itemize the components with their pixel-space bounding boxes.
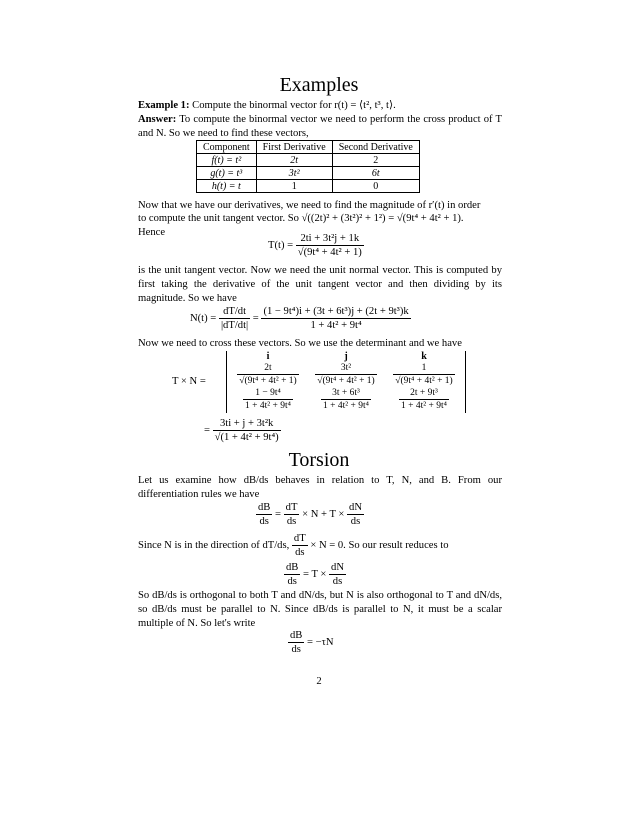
tangent-equation [268, 233, 364, 258]
para5: Let us examine how dB/ds behaves in relation to T, N, and B. From our differentiation rules we have [138, 475, 502, 500]
eq1-f2-den: ds [350, 516, 361, 527]
section-title-torsion: Torsion [288, 449, 350, 471]
para2-line1: Now that we have our derivatives, we need to find the magnitude of r′(t) in order [138, 200, 481, 211]
example-paragraph [138, 99, 502, 141]
eq3-rhs: = −τN [307, 637, 334, 648]
eq3-lhs-den: ds [291, 644, 301, 655]
para6-pre: Since N is in the direction of dT/ds, [138, 540, 290, 551]
table-cell: g(t) = t³ [197, 167, 257, 180]
det-r3-num: 2t + 9t³ [399, 388, 449, 400]
det-r2-den: √(9t⁴ + 4t² + 1) [317, 376, 375, 386]
table-row [197, 180, 420, 193]
table-row [197, 154, 420, 167]
eq2-f-num: dN [331, 562, 344, 573]
eq1-mid: × N + T × [302, 509, 345, 520]
table-cell: 2 [332, 154, 419, 167]
table-cell: 6t [332, 167, 419, 180]
det-r3-den: 1 + 4t² + 9t⁴ [323, 401, 369, 411]
table-cell: 0 [332, 180, 419, 193]
para6 [138, 533, 449, 558]
answer-label: Answer: [138, 114, 177, 125]
torsion-equation-1 [256, 502, 364, 527]
table-cell: 3t² [256, 167, 332, 180]
torsion-equation-3 [288, 630, 334, 655]
tangent-lhs: T(t) = [268, 240, 294, 251]
torsion-equation-2 [284, 562, 346, 587]
det-r2-num: 1 [393, 363, 454, 375]
det-cell [229, 388, 307, 411]
det-cell: j [344, 351, 348, 362]
para6-post: × N = 0. So our result reduces to [310, 540, 449, 551]
eq1-f1-num: dT [285, 502, 298, 513]
table-cell: 2t [256, 154, 332, 167]
normal-f2-denominator: 1 + 4t² + 9t⁴ [310, 320, 362, 331]
det-cell [385, 363, 463, 386]
eq1-lhs-num: dB [258, 502, 271, 513]
det-cell [307, 388, 385, 411]
cross-product-lhs: T × N = [172, 376, 206, 387]
section-title-examples: Examples [279, 74, 359, 96]
det-r3-num: 3t + 6t³ [321, 388, 371, 400]
table-row [197, 167, 420, 180]
det-r2-den: √(9t⁴ + 4t² + 1) [239, 376, 297, 386]
para3: is the unit tangent vector. Now we need the unit normal vector. This is computed by first taking the derivative of the unit tangent vector and then dividing by its magnitude. So we have [138, 265, 502, 304]
normal-f1-denominator: |dT/dt| [220, 320, 249, 331]
det-cell [307, 363, 385, 386]
det-r3-den: 1 + 4t² + 9t⁴ [401, 401, 447, 411]
cross-product-result [204, 418, 281, 443]
result-denominator: √(1 + 4t² + 9t⁴) [214, 432, 279, 443]
tangent-numerator: 2ti + 3t²j + 1k [296, 233, 364, 246]
table-header: First Derivative [256, 141, 332, 154]
eq1-f2-num: dN [349, 502, 362, 513]
result-equals: = [204, 425, 210, 436]
para7: So dB/ds is orthogonal to both T and dN/ds, but N is also orthogonal to T and dN/ds, so dB/ds must be parallel to N. Since dB/ds is parallel to N, it must be a scalar multiple of N. So let's write [138, 590, 502, 629]
table-header-row [197, 141, 420, 154]
para6-frac-den: ds [295, 547, 305, 558]
table-cell: 1 [256, 180, 332, 193]
derivative-table [196, 140, 420, 193]
example-label: Example 1: [138, 100, 190, 111]
eq1-f1-den: ds [286, 516, 297, 527]
table-header: Component [197, 141, 257, 154]
eq1-equals: = [275, 509, 282, 520]
det-r2-num: 3t² [315, 363, 376, 375]
eq2-mid: = T × [303, 569, 327, 580]
det-cell: k [421, 351, 427, 362]
tangent-denominator: √(9t⁴ + 4t² + 1) [297, 247, 362, 258]
example-text: Compute the binormal vector for r(t) = ⟨t², t³, t⟩. [192, 100, 396, 111]
table-cell: h(t) = t [197, 180, 257, 193]
normal-f1-numerator: dT/dt [219, 306, 250, 319]
para4: Now we need to cross these vectors. So we use the determinant and we have [138, 338, 462, 349]
tangent-fraction [296, 233, 364, 258]
eq3-lhs-num: dB [290, 630, 303, 641]
det-r2-den: √(9t⁴ + 4t² + 1) [395, 376, 453, 386]
answer-text: To compute the binormal vector we need to perform the cross product of T and N. So we need to find these vectors, [138, 114, 502, 139]
determinant-matrix [226, 351, 466, 413]
para2-line2: to compute the unit tangent vector. So √((2t)² + (3t²)² + 1²) = √(9t⁴ + 4t² + 1). [138, 213, 464, 224]
normal-equals: = [252, 313, 259, 324]
eq2-f-den: ds [332, 576, 343, 587]
para6-frac-num: dT [293, 533, 306, 544]
eq2-lhs-den: ds [287, 576, 297, 587]
normal-fraction-1 [219, 306, 250, 331]
eq2-lhs-num: dB [286, 562, 299, 573]
normal-f2-numerator: (1 − 9t⁴)i + (3t + 6t³)j + (2t + 9t³)k [263, 306, 409, 317]
table-header: Second Derivative [332, 141, 419, 154]
normal-equation [190, 306, 411, 331]
normal-fraction-2 [261, 306, 410, 331]
normal-lhs: N(t) = [190, 313, 217, 324]
para2-line3: Hence [138, 227, 166, 238]
det-cell [385, 388, 463, 411]
det-cell: i [266, 351, 270, 362]
result-numerator: 3ti + j + 3t²k [213, 418, 281, 431]
table-cell: f(t) = t² [197, 154, 257, 167]
det-cell [229, 363, 307, 386]
det-r3-den: 1 + 4t² + 9t⁴ [245, 401, 291, 411]
det-r3-num: 1 − 9t⁴ [243, 388, 293, 400]
eq1-lhs-den: ds [259, 516, 269, 527]
result-fraction [213, 418, 281, 443]
page-number: 2 [316, 676, 322, 687]
det-r2-num: 2t [237, 363, 298, 375]
